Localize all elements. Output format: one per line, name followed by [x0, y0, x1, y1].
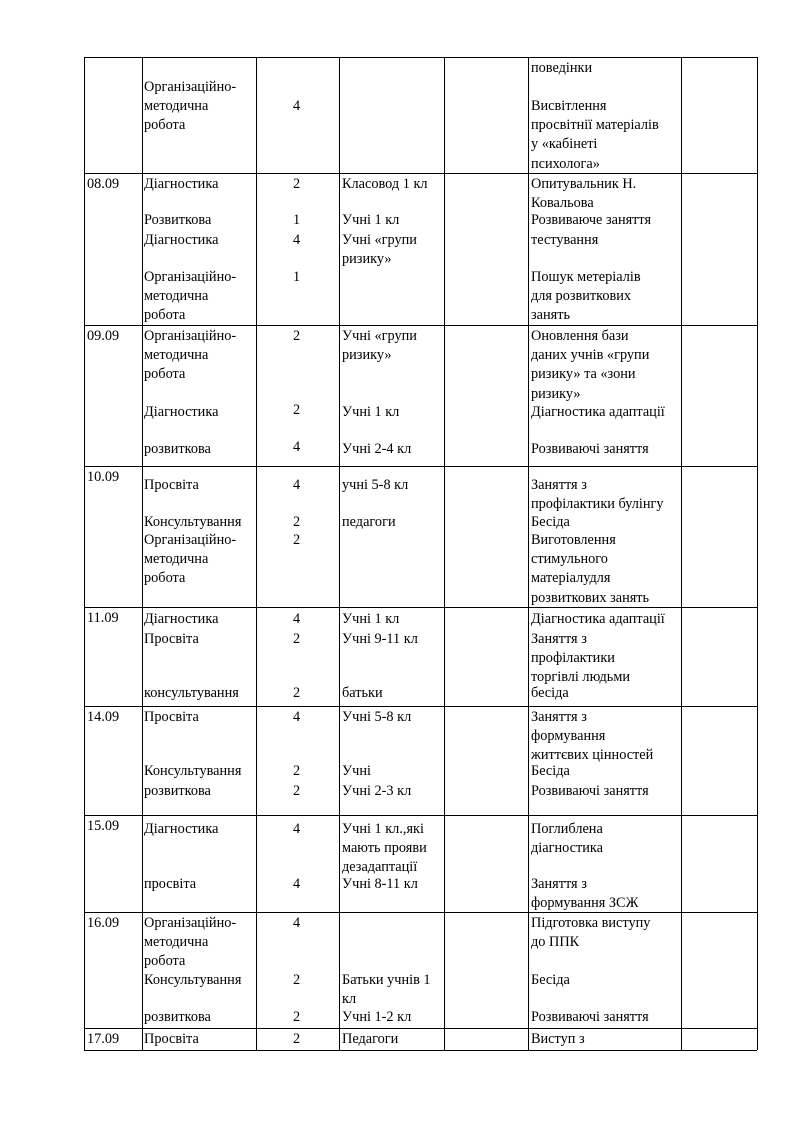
table-row-border: [84, 912, 757, 913]
date-cell: 14.09: [87, 709, 120, 725]
participants-cell: Учні 1 кл: [342, 212, 400, 228]
table-column-border: [339, 57, 340, 1050]
activity-type: Організаційно-: [144, 532, 237, 548]
activity-type: консультування: [144, 685, 239, 701]
participants-cell: Батьки учнів 1: [342, 972, 431, 988]
activity-type: Консультування: [144, 972, 242, 988]
participants-cell: ризику»: [342, 251, 392, 268]
activity-type: Діагностика: [144, 176, 219, 192]
activity-type: просвіта: [144, 876, 197, 892]
table-row-border: [84, 173, 757, 174]
activity-content: бесіда: [531, 685, 569, 701]
date-cell: 10.09: [87, 469, 120, 485]
hours-cell: 4: [293, 915, 301, 931]
activity-content: життєвих цінностей: [531, 747, 654, 764]
activity-content: торгівлі людьми: [531, 669, 631, 686]
participants-cell: Учні «групи: [342, 328, 417, 344]
participants-cell: Учні 1-2 кл: [342, 1009, 412, 1025]
activity-content: Розвиваючі заняття: [531, 1009, 649, 1025]
table-row-border: [84, 815, 757, 816]
activity-content: Пошук метеріалів: [531, 269, 641, 285]
activity-content: Заняття з: [531, 876, 587, 892]
activity-content: Поглиблена: [531, 821, 603, 837]
participants-cell: Учні 8-11 кл: [342, 876, 418, 892]
activity-type: Консультування: [144, 763, 242, 779]
activity-type: робота: [144, 570, 186, 587]
activity-content: матеріалудля: [531, 570, 611, 587]
activity-type: робота: [144, 117, 186, 134]
activity-type: Організаційно-: [144, 79, 237, 95]
activity-content: профілактики: [531, 650, 615, 667]
activity-type: Просвіта: [144, 631, 199, 647]
hours-cell: 4: [293, 876, 301, 892]
activity-content: Висвітлення: [531, 98, 607, 114]
activity-content: Бесіда: [531, 972, 570, 988]
table-column-border: [444, 57, 445, 1050]
activity-content: стимульного: [531, 551, 608, 568]
participants-cell: мають прояви: [342, 840, 427, 857]
activity-type: Діагностика: [144, 404, 219, 420]
activity-content: Діагностика адаптації: [531, 404, 665, 420]
participants-cell: Учні 2-4 кл: [342, 441, 412, 457]
activity-content: формування: [531, 728, 606, 745]
activity-content: психолога»: [531, 155, 600, 172]
table-column-border: [681, 57, 682, 1050]
activity-content: Діагностика адаптації: [531, 611, 665, 627]
activity-content: до ППК: [531, 934, 580, 951]
participants-cell: Учні 1 кл.,які: [342, 821, 424, 837]
table-row-border: [84, 57, 757, 58]
activity-content: Опитувальник Н.: [531, 176, 637, 192]
activity-type: Діагностика: [144, 611, 219, 627]
hours-cell: 2: [293, 514, 301, 530]
activity-content: даних учнів «групи: [531, 347, 650, 364]
participants-cell: Класовод 1 кл: [342, 176, 428, 192]
activity-type: розвиткова: [144, 441, 211, 457]
hours-cell: 2: [293, 328, 301, 344]
activity-type: Просвіта: [144, 477, 199, 493]
activity-content: Заняття з: [531, 709, 587, 725]
activity-content: Ковальова: [531, 195, 594, 212]
participants-cell: учні 5-8 кл: [342, 477, 409, 493]
participants-cell: Учні «групи: [342, 232, 417, 248]
activity-type: методична: [144, 551, 209, 568]
activity-type: Діагностика: [144, 821, 219, 837]
activity-type: робота: [144, 953, 186, 970]
date-cell: 09.09: [87, 328, 120, 344]
activity-content: Оновлення бази: [531, 328, 629, 344]
activity-content: занять: [531, 307, 570, 324]
activity-content: Бесіда: [531, 514, 570, 530]
hours-cell: 2: [293, 402, 301, 418]
table-row-border: [84, 1050, 757, 1051]
table-row-border: [84, 1028, 757, 1029]
activity-content: у «кабінеті: [531, 136, 598, 153]
participants-cell: Учні: [342, 763, 371, 779]
hours-cell: 2: [293, 532, 301, 548]
activity-type: методична: [144, 288, 209, 305]
hours-cell: 4: [293, 611, 301, 627]
hours-cell: 4: [293, 477, 301, 493]
activity-content: Бесіда: [531, 763, 570, 779]
participants-cell: Учні 1 кл: [342, 404, 400, 420]
table-column-border: [256, 57, 257, 1050]
activity-type: методична: [144, 98, 209, 115]
activity-type: робота: [144, 307, 186, 324]
hours-cell: 2: [293, 972, 301, 988]
activity-content: ризику» та «зони: [531, 366, 636, 383]
activity-content: поведінки: [531, 60, 593, 76]
hours-cell: 2: [293, 685, 301, 701]
table-row-border: [84, 607, 757, 608]
hours-cell: 2: [293, 631, 301, 647]
table-column-border: [142, 57, 143, 1050]
date-cell: 16.09: [87, 915, 120, 931]
participants-cell: Учні 1 кл: [342, 611, 400, 627]
hours-cell: 4: [293, 439, 301, 455]
participants-cell: педагоги: [342, 514, 396, 530]
table-row-border: [84, 466, 757, 467]
activity-content: Виступ з: [531, 1031, 585, 1047]
hours-cell: 2: [293, 783, 301, 799]
activity-content: Виготовлення: [531, 532, 616, 548]
activity-content: для розвиткових: [531, 288, 632, 305]
activity-content: профілактики булінгу: [531, 496, 664, 513]
hours-cell: 4: [293, 709, 301, 725]
participants-cell: батьки: [342, 685, 383, 701]
activity-type: Організаційно-: [144, 328, 237, 344]
activity-type: Просвіта: [144, 1031, 199, 1047]
activity-type: Організаційно-: [144, 269, 237, 285]
activity-content: розвиткових занять: [531, 589, 650, 606]
hours-cell: 4: [293, 98, 301, 114]
table-column-border: [757, 57, 758, 1050]
hours-cell: 4: [293, 821, 301, 837]
activity-content: Заняття з: [531, 477, 587, 493]
table-column-border: [84, 57, 85, 1050]
activity-content: Розвиваючі заняття: [531, 441, 649, 457]
activity-content: формування ЗСЖ: [531, 895, 639, 912]
date-cell: 17.09: [87, 1031, 120, 1047]
participants-cell: кл: [342, 991, 357, 1008]
activity-type: розвиткова: [144, 1009, 211, 1025]
hours-cell: 4: [293, 232, 301, 248]
participants-cell: Учні 5-8 кл: [342, 709, 412, 725]
participants-cell: Учні 2-3 кл: [342, 783, 412, 799]
activity-type: Діагностика: [144, 232, 219, 248]
activity-content: просвітнії матеріалів: [531, 117, 659, 134]
activity-content: Підготовка виступу: [531, 915, 651, 931]
participants-cell: Педагоги: [342, 1031, 399, 1047]
hours-cell: 2: [293, 1031, 301, 1047]
activity-content: ризику»: [531, 385, 581, 402]
activity-type: розвиткова: [144, 783, 211, 799]
participants-cell: дезадаптації: [342, 859, 418, 876]
activity-type: методична: [144, 347, 209, 364]
participants-cell: Учні 9-11 кл: [342, 631, 418, 647]
activity-content: тестування: [531, 232, 599, 248]
activity-type: Організаційно-: [144, 915, 237, 931]
hours-cell: 1: [293, 269, 301, 285]
date-cell: 08.09: [87, 176, 120, 192]
hours-cell: 1: [293, 212, 301, 228]
hours-cell: 2: [293, 1009, 301, 1025]
activity-type: Розвиткова: [144, 212, 212, 228]
activity-type: Консультування: [144, 514, 242, 530]
hours-cell: 2: [293, 763, 301, 779]
table-column-border: [528, 57, 529, 1050]
activity-content: Розвиваюче заняття: [531, 212, 652, 228]
date-cell: 11.09: [87, 610, 119, 626]
activity-type: Просвіта: [144, 709, 199, 725]
activity-type: методична: [144, 934, 209, 951]
activity-type: робота: [144, 366, 186, 383]
participants-cell: ризику»: [342, 347, 392, 364]
table-row-border: [84, 706, 757, 707]
date-cell: 15.09: [87, 818, 120, 834]
activity-content: Заняття з: [531, 631, 587, 647]
activity-content: діагностика: [531, 840, 603, 857]
hours-cell: 2: [293, 176, 301, 192]
activity-content: Розвиваючі заняття: [531, 783, 649, 799]
